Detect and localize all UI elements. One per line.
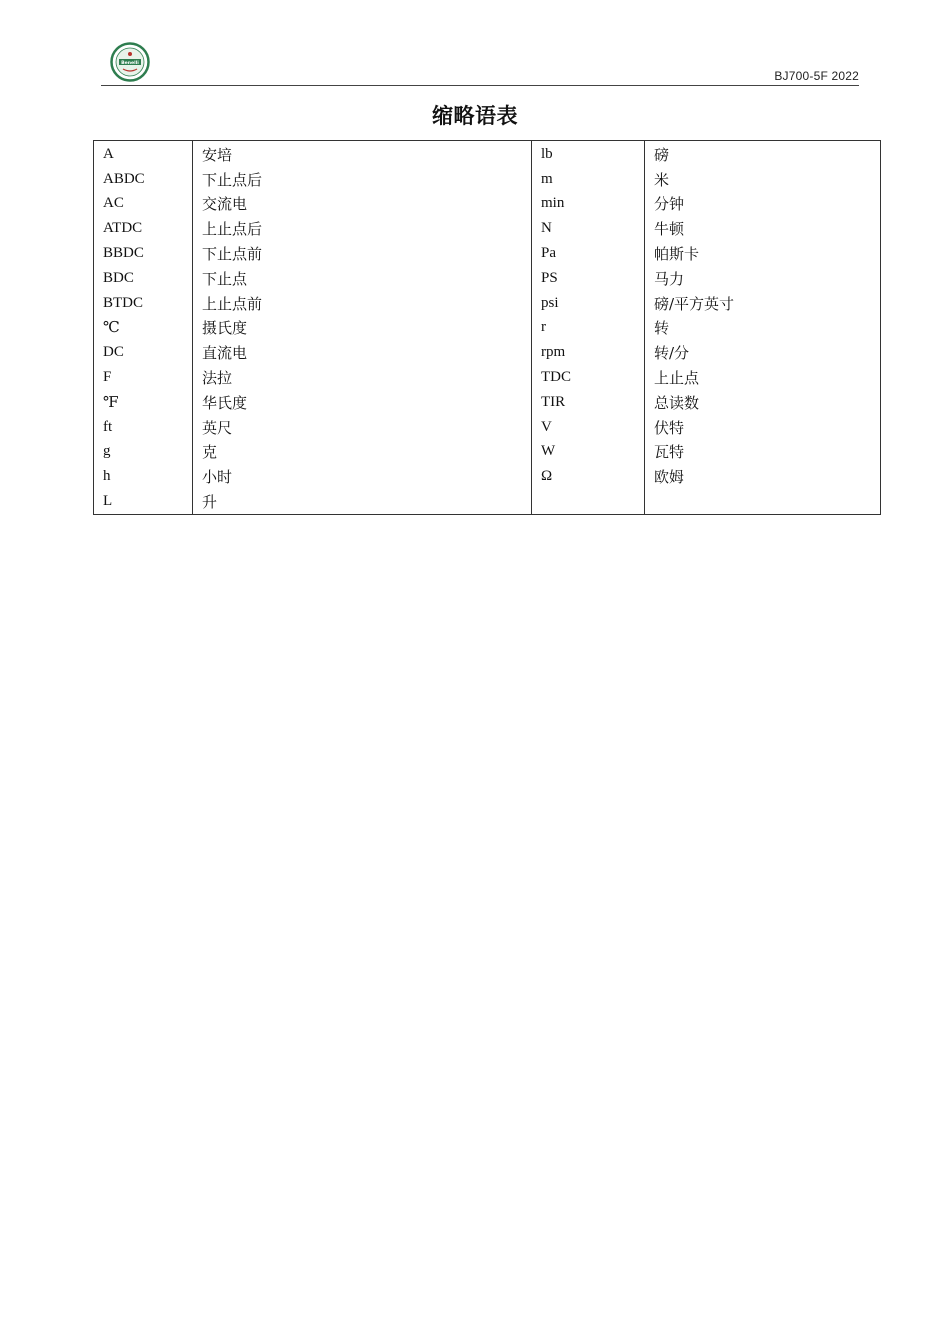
left-meaning-cell: 下止点前 <box>193 241 532 266</box>
left-abbreviation-cell: BTDC <box>94 291 193 316</box>
left-meaning-cell: 上止点后 <box>193 216 532 241</box>
table-row <box>94 390 881 415</box>
right-meaning-cell <box>645 489 881 514</box>
table-row <box>94 192 881 217</box>
right-abbreviation-cell: min <box>532 192 645 217</box>
left-meaning-cell: 交流电 <box>193 192 532 217</box>
right-abbreviation-cell: rpm <box>532 340 645 365</box>
table-row <box>94 440 881 465</box>
left-abbreviation-cell: BBDC <box>94 241 193 266</box>
right-meaning-cell: 转/分 <box>654 344 690 363</box>
left-abbreviation-cell: ABDC <box>94 167 193 192</box>
right-meaning-cell: 上止点 <box>654 369 700 388</box>
right-abbreviation-cell: m <box>532 167 645 192</box>
right-meaning-cell: 总读数 <box>654 393 700 412</box>
right-abbreviation-cell: psi <box>532 291 645 316</box>
right-abbreviation-cell: Ω <box>532 464 645 489</box>
right-abbreviation-cell: V <box>532 415 645 440</box>
table-row <box>94 266 881 291</box>
right-meaning-cell: 磅 <box>654 145 670 164</box>
table-row <box>94 415 881 440</box>
right-meaning-cell: 伏特 <box>654 418 685 437</box>
table-row <box>94 167 881 192</box>
left-abbreviation-cell: AC <box>94 192 193 217</box>
right-abbreviation-cell: PS <box>532 266 645 291</box>
right-meaning-cell: 牛顿 <box>654 220 685 239</box>
right-abbreviation-cell: N <box>532 216 645 241</box>
left-abbreviation-cell: ATDC <box>94 216 193 241</box>
right-abbreviation-cell: r <box>532 316 645 341</box>
left-meaning-cell: 克 <box>193 440 532 465</box>
table-row <box>94 464 881 489</box>
table-row <box>94 241 881 266</box>
left-abbreviation-cell: ℃ <box>94 316 193 341</box>
left-abbreviation-cell: F <box>94 365 193 390</box>
left-meaning-cell: 上止点前 <box>193 291 532 316</box>
left-meaning-cell: 下止点 <box>193 266 532 291</box>
left-meaning-cell: 安培 <box>193 141 532 167</box>
table-row <box>94 365 881 390</box>
page-title: 缩略语表 <box>432 104 518 128</box>
right-meaning-cell: 转 <box>654 319 670 338</box>
benelli-logo <box>110 42 150 82</box>
left-abbreviation-cell: DC <box>94 340 193 365</box>
right-meaning-cell: 瓦特 <box>654 443 685 462</box>
abbreviation-table <box>93 140 881 515</box>
right-abbreviation-cell <box>532 489 645 514</box>
left-meaning-cell: 升 <box>193 489 532 514</box>
abbreviation-table-body <box>94 141 881 515</box>
left-meaning-cell: 下止点后 <box>193 167 532 192</box>
right-abbreviation-cell: lb <box>532 141 645 167</box>
right-abbreviation-cell: Pa <box>532 241 645 266</box>
table-row <box>94 141 881 167</box>
right-meaning-cell: 米 <box>654 170 670 189</box>
left-meaning-cell: 直流电 <box>193 340 532 365</box>
left-abbreviation-cell: h <box>94 464 193 489</box>
left-abbreviation-cell: L <box>94 489 193 514</box>
left-meaning-cell: 法拉 <box>193 365 532 390</box>
right-meaning-cell: 磅/平方英寸 <box>654 294 735 313</box>
right-meaning-cell: 帕斯卡 <box>654 245 700 264</box>
left-meaning-cell: 小时 <box>193 464 532 489</box>
right-meaning-cell: 欧姆 <box>654 468 685 487</box>
right-abbreviation-cell: TDC <box>532 365 645 390</box>
left-abbreviation-cell: A <box>94 141 193 167</box>
table-row <box>94 489 881 514</box>
logo-text: Benelli <box>121 60 139 66</box>
left-abbreviation-cell: g <box>94 440 193 465</box>
right-meaning-cell: 马力 <box>654 269 685 288</box>
header-divider <box>101 85 859 86</box>
right-abbreviation-cell: TIR <box>532 390 645 415</box>
right-abbreviation-cell: W <box>532 440 645 465</box>
table-row <box>94 340 881 365</box>
left-abbreviation-cell: ℉ <box>94 390 193 415</box>
right-meaning-cell: 分钟 <box>654 195 685 214</box>
left-meaning-cell: 英尺 <box>193 415 532 440</box>
table-row <box>94 316 881 341</box>
left-abbreviation-cell: BDC <box>94 266 193 291</box>
left-meaning-cell: 摄氏度 <box>193 316 532 341</box>
table-row <box>94 216 881 241</box>
table-row <box>94 291 881 316</box>
document-code: BJ700-5F 2022 <box>774 69 859 83</box>
left-abbreviation-cell: ft <box>94 415 193 440</box>
left-meaning-cell: 华氏度 <box>193 390 532 415</box>
